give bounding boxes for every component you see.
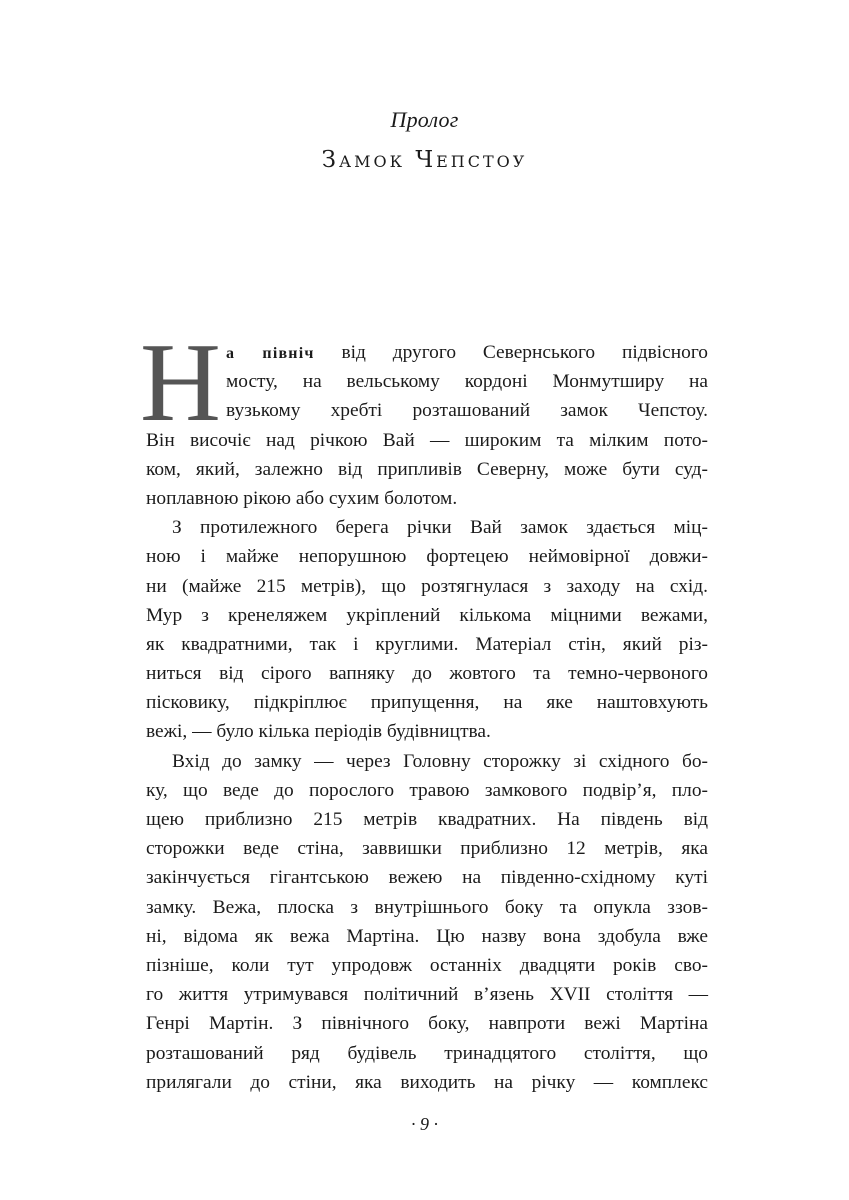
text-line: вежі, — було кілька періодів будівництва. <box>146 721 491 743</box>
text-line: пісковику, підкріплює припущення, на яке наштовхують <box>146 692 708 714</box>
text-line: вузькому хребті розташований замок Чепстоу. <box>226 400 708 422</box>
text-line: сторожки веде стіна, заввишки приблизно 12 метрів, яка <box>146 838 708 860</box>
page-number: · 9 · <box>411 1114 438 1134</box>
text-line: замку. Вежа, плоска з внутрішнього боку та опукла ззов- <box>146 896 708 918</box>
text-line: го життя утримувався політичний в’язень XVII століття — <box>146 984 708 1006</box>
text-line: прилягали до стіни, яка виходить на річку — комплекс <box>146 1071 708 1093</box>
text-line: Вхід до замку — через Головну сторожку зі східного бо- <box>172 750 708 772</box>
lead-in-text: а північ <box>226 345 315 362</box>
text-line: ною і майже непорушною фортецею неймовірної довжи- <box>146 546 708 568</box>
prologue-label: Пролог <box>390 107 459 132</box>
chapter-heading <box>0 105 849 177</box>
text-line <box>146 338 708 367</box>
text-line: Мур з кренеляжем укріплений кількома міцними вежами, <box>146 604 708 626</box>
text-line: Він височіє над річкою Вай — широким та мілким пото- <box>146 429 708 451</box>
text-line: розташований ряд будівель тринадцятого століття, що <box>146 1042 708 1064</box>
text-line-content: від другого Севернського підвісного <box>314 342 708 363</box>
text-line: щею приблизно 215 метрів квадратних. На південь від <box>146 809 708 830</box>
text-line: ні, відома як вежа Мартіна. Цю назву вона здобула вже <box>146 925 708 947</box>
chapter-title: Замок Чепстоу <box>321 147 528 173</box>
text-line: З протилежного берега річки Вай замок здається міц- <box>172 517 708 539</box>
text-line: ниться від сірого вапняку до жовтого та темно-червоного <box>146 663 708 685</box>
text-line: ни (майже 215 метрів), що розтягнулася з заходу на схід. <box>146 575 708 597</box>
drop-cap: Н <box>140 321 221 445</box>
text-line: закінчується гігантською вежею на південно-східному куті <box>146 867 708 889</box>
text-line: Генрі Мартін. З північного боку, навпроти вежі Мартіна <box>146 1013 708 1035</box>
text-line: як квадратними, так і круглими. Матеріал стін, який різ- <box>146 633 708 655</box>
text-line: ку, що веде до порослого травою замкового подвір’я, пло- <box>146 779 708 801</box>
text-line: ноплавною рікою або сухим болотом. <box>146 487 458 509</box>
text-line: пізніше, коли тут упродовж останніх двадцяти років сво- <box>146 954 708 976</box>
body-text <box>140 321 708 1097</box>
text-line: ком, який, залежно від припливів Северну, може бути суд- <box>146 458 708 480</box>
text-line: мосту, на вельському кордоні Монмутширу на <box>226 371 708 393</box>
